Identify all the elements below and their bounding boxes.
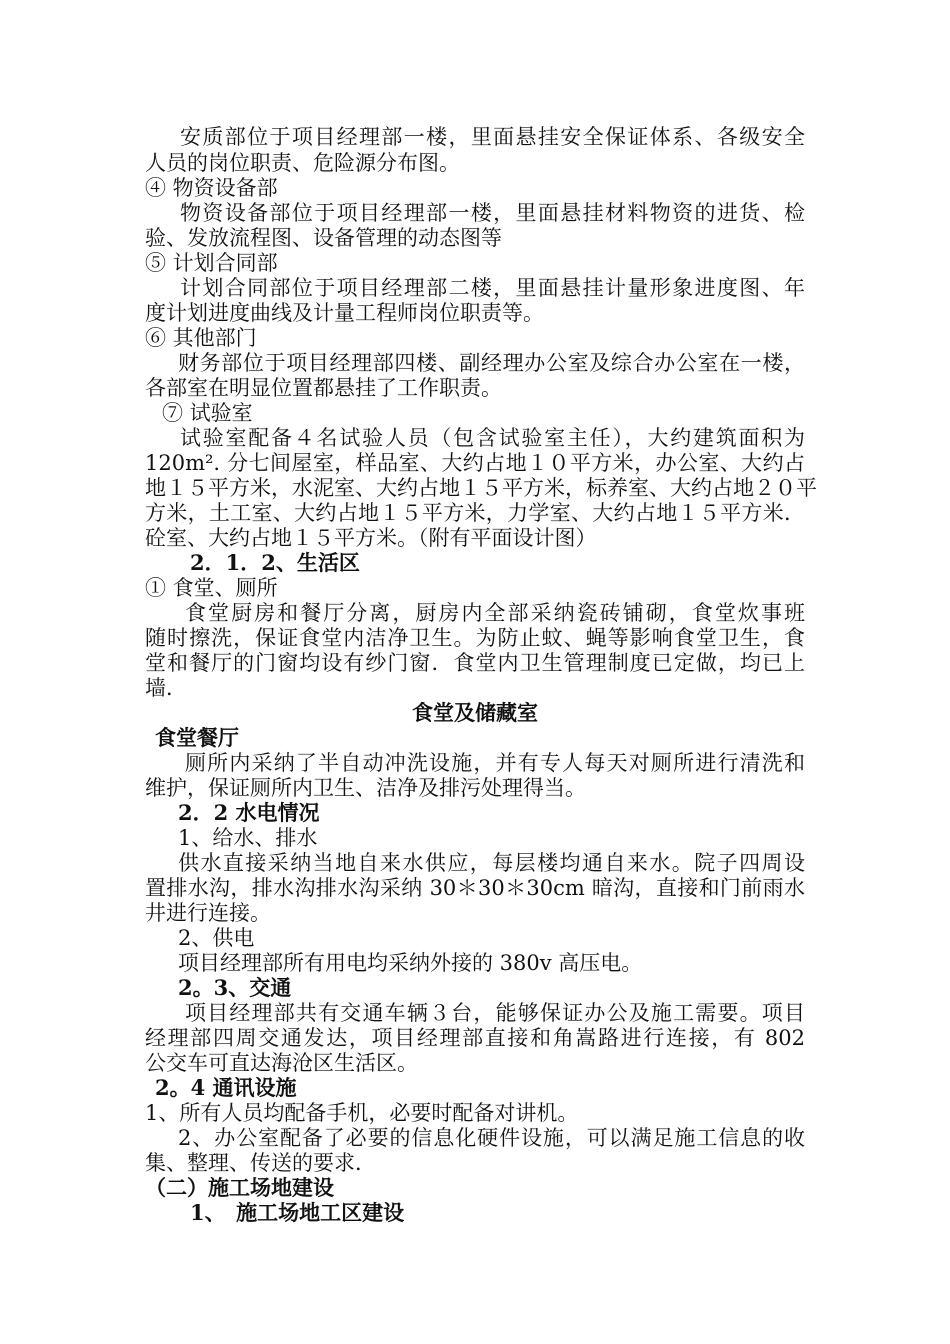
paragraph-line: 地１５平方米，水泥室、大约占地１５平方米，标养室、大约占地２０平 <box>145 476 817 500</box>
item-heading: ⑥ 其他部门 <box>145 326 257 350</box>
paragraph-line: 试验室配备４名试验人员（包含试验室主任），大约建筑面积为 <box>180 426 805 450</box>
item-heading: ⑦ 试验室 <box>162 401 253 425</box>
item-heading: ⑤ 计划合同部 <box>145 251 278 275</box>
item-heading: ① 食堂、厕所 <box>145 576 278 600</box>
paragraph-line: 墙． <box>145 676 187 700</box>
chapter-heading: （二）施工场地建设 <box>145 1175 334 1200</box>
paragraph-line: 安质部位于项目经理部一楼，里面悬挂安全保证体系、各级安全 <box>180 125 805 149</box>
paragraph-line: 堂和餐厅的门窗均设有纱门窗．食堂内卫生管理制度已定做，均已上 <box>145 651 805 675</box>
paragraph-line: 厕所内采纳了半自动冲洗设施，并有专人每天对厕所进行清洗和 <box>185 751 805 775</box>
section-heading: 2。3、交通 <box>178 975 292 1000</box>
paragraph-line: 验、发放流程图、设备管理的动态图等 <box>145 226 502 250</box>
paragraph-line: 120m². 分七间屋室，样品室、大约占地１０平方米，办公室、大约占 <box>145 451 805 475</box>
paragraph-line: 计划合同部位于项目经理部二楼，里面悬挂计量形象进度图、年 <box>180 276 805 300</box>
paragraph-line: 公交车可直达海沧区生活区。 <box>145 1051 418 1075</box>
paragraph-line: 方米，土工室、大约占地１５平方米，力学室、大约占地１５平方米． <box>145 501 805 525</box>
paragraph-line: 2、办公室配备了必要的信息化硬件设施，可以满足施工信息的收 <box>178 1126 805 1150</box>
paragraph-line: 井进行连接。 <box>145 901 271 925</box>
paragraph-line: 集、整理、传送的要求． <box>145 1151 376 1175</box>
paragraph-line: 财务部位于项目经理部四楼、副经理办公室及综合办公室在一楼， <box>178 351 805 375</box>
paragraph-line: 经理部四周交通发达，项目经理部直接和角嵩路进行连接，有 802 <box>145 1026 805 1050</box>
figure-caption: 食堂及储藏室 <box>412 700 538 725</box>
paragraph-line: 项目经理部共有交通车辆３台，能够保证办公及施工需要。项目 <box>185 1001 805 1025</box>
paragraph-line: 置排水沟，排水沟排水沟采纳 30＊30＊30cm 暗沟，直接和门前雨水 <box>145 876 805 900</box>
paragraph-line: 物资设备部位于项目经理部一楼，里面悬挂材料物资的进货、检 <box>180 201 805 225</box>
section-heading: 2．2 水电情况 <box>178 800 320 825</box>
figure-caption: 食堂餐厅 <box>155 725 239 750</box>
paragraph-line: 砼室、大约占地１５平方米。（附有平面设计图） <box>145 526 597 550</box>
section-heading: 1、 施工场地工区建设 <box>190 1200 405 1225</box>
item-heading: 1、给水、排水 <box>178 826 318 850</box>
section-heading: 2．1．2、生活区 <box>190 550 360 575</box>
paragraph-line: 人员的岗位职责、危险源分布图。 <box>145 151 460 175</box>
paragraph-line: 随时擦洗，保证食堂内洁净卫生。为防止蚊、蝇等影响食堂卫生，食 <box>145 626 805 650</box>
paragraph-line: 度计划进度曲线及计量工程师岗位职责等。 <box>145 301 544 325</box>
item-heading: 2、供电 <box>178 926 255 950</box>
paragraph-line: 维护，保证厕所内卫生、洁净及排污处理得当。 <box>145 776 586 800</box>
item-heading: ④ 物资设备部 <box>145 176 278 200</box>
paragraph-line: 项目经理部所有用电均采纳外接的 380v 高压电。 <box>178 951 643 975</box>
paragraph-line: 各部室在明显位置都悬挂了工作职责。 <box>145 376 502 400</box>
section-heading: 2。4 通讯设施 <box>155 1075 297 1100</box>
paragraph-line: 供水直接采纳当地自来水供应，每层楼均通自来水。院子四周设 <box>178 851 805 875</box>
paragraph-line: 1、所有人员均配备手机，必要时配备对讲机。 <box>145 1101 579 1125</box>
paragraph-line: 食堂厨房和餐厅分离，厨房内全部采纳瓷砖铺砌，食堂炊事班 <box>185 601 805 625</box>
